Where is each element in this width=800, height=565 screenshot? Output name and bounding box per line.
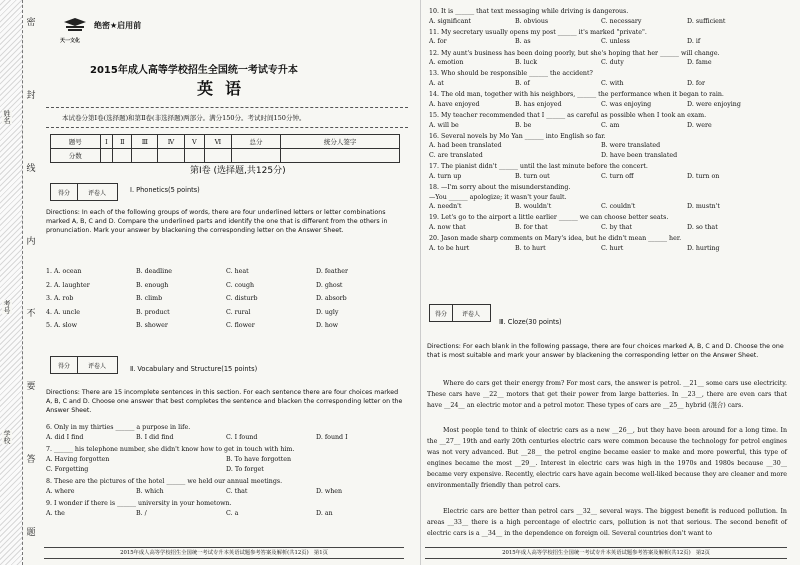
vocab-option-d[interactable]: D. when <box>316 488 343 495</box>
score-header: Ⅱ <box>113 135 132 149</box>
binding-char: 不 <box>26 309 36 320</box>
vocab-question: 12. My aunt's business has been doing poorly, but she's hoping that her ______ will change. <box>429 49 720 57</box>
vocab-question: 16. Several novels by Mo Yan ______ into English so far. <box>429 132 606 140</box>
phonetics-option-c[interactable]: C. disturb <box>226 295 258 302</box>
vocab-option-d[interactable]: D. sufficient <box>687 17 726 25</box>
vocab-option-b[interactable]: B. turn out <box>515 172 550 180</box>
phonetics-option-d[interactable]: D. absorb <box>316 295 347 302</box>
vocab-question: 18. —I'm sorry about the misunderstanding. <box>429 184 571 191</box>
vocab-option-b[interactable]: B. / <box>136 510 147 517</box>
vocab-option-c[interactable]: C. am <box>601 121 620 129</box>
vocab-question: 7. ______ his telephone number, she didn't know how to get in touch with him. <box>46 446 295 453</box>
vocab-option-b[interactable]: B. as <box>515 38 531 46</box>
vocab-option-b[interactable]: B. of <box>515 80 530 87</box>
vocab-option-a[interactable]: A. for <box>429 38 447 46</box>
phonetics-directions: Directions: In each of the following groups of words, there are four underlined letters or letter combinations marked A, B, C and D. Compare the underlined parts and identify the one that is different from the others in pronunciation. Mark your answer by blackening the corresponding letter on the Answer Sheet. <box>46 209 388 234</box>
brand-name: 天一文化 <box>60 38 81 44</box>
vocab-option-d[interactable]: D. if <box>687 38 701 46</box>
vocab-option-d[interactable]: D. have been translated <box>601 152 678 159</box>
vocab-option-a[interactable]: A. where <box>46 488 75 495</box>
grader-score-label: 得分 <box>51 184 78 200</box>
phonetics-option-b[interactable]: B. deadline <box>136 268 172 275</box>
footer-left: 2015年成人高等学校招生全国统一考试专升本英语试题参考答案及解析(共12页) 第1页 <box>44 547 404 559</box>
divider <box>46 107 408 108</box>
binding-label-school: 学校 <box>3 430 11 444</box>
binding-char: 要 <box>26 382 36 393</box>
vocab-question: 10. It is ______ that text messaging while driving is dangerous. <box>429 8 629 15</box>
vocab-option-a[interactable]: A. had been translated <box>429 142 502 150</box>
phonetics-option-c[interactable]: C. rural <box>226 308 251 316</box>
score-cell[interactable] <box>231 149 281 163</box>
vocab-question: 20. Jason made sharp comments on Mary's idea, but he didn't mean ______ her. <box>429 235 682 243</box>
vocab-question: 9. I wonder if there is ______ university in your hometown. <box>46 500 232 507</box>
vocab-option-b[interactable]: B. be <box>515 121 532 129</box>
vocab-option-a[interactable]: A. needn't <box>429 203 462 211</box>
score-cell[interactable] <box>158 149 185 163</box>
vocab-option-a[interactable]: A. now that <box>429 224 466 231</box>
vocab-question: 11. My secretary usually opens my post ______ it's marked "private". <box>429 28 647 36</box>
vocab-question: 17. The pianist didn't ______ until the last minute before the concert. <box>429 163 648 171</box>
cloze-paragraph-2: Most people tend to think of electric cars as a new __26__, but they have been around for a long time. In the __27__ 19th and early 20th centuries electric cars were common because the technology for petrol engines was not very advanced. But __28__ the petrol engine became easier to make and more powerful, this type of engines became the most __29__. Interest in electric cars was high in the 1970s and 1980s because __30__ became very expensive. Recently, electric cars have again become well-liked because they are cleaner and more environmentally friendly than petrol cars. <box>427 427 787 489</box>
vocab-option-a[interactable]: A. at <box>429 80 444 87</box>
phonetics-option-b[interactable]: B. shower <box>136 322 168 329</box>
binding-strip <box>0 0 23 565</box>
cloze-directions: Directions: For each blank in the following passage, there are four choices marked A, B, C and D. Choose the one that is most suitable and mark your answer by blackening the corresponding letter on the Answer Sheet. <box>427 343 784 359</box>
vocab-option-b[interactable]: B. obvious <box>515 17 549 25</box>
binding-char: 内 <box>26 236 36 247</box>
score-cell[interactable] <box>100 149 113 163</box>
divider <box>46 127 408 128</box>
cloze-paragraph-1: Where do cars get their energy from? For most cars, the answer is petrol. __21__ some cars use electricity. These cars have __22__ motors that get their power from large batteries. In __23__, there are even cars that have __24__ an electric motor and a petrol motor. These types of cars are __25__ hybrid (混合) cars. <box>427 380 787 409</box>
subject-title: 英语 <box>197 79 254 98</box>
vocab-question: 19. Let's go to the airport a little earlier ______ we can choose better seats. <box>429 214 669 222</box>
phonetics-option-a[interactable]: 4. A. uncle <box>46 308 80 316</box>
phonetics-heading: Ⅰ. Phonetics(5 points) <box>130 186 200 194</box>
phonetics-option-d[interactable]: D. ghost <box>316 281 343 289</box>
vocab-heading: Ⅱ. Vocabulary and Structure(15 points) <box>130 365 258 373</box>
vocab-directions: Directions: There are 15 incomplete sentences in this section. For each sentence there are four choices marked A, B, C and D. Choose one answer that best completes the sentence and blacken the corresponding letter on the Answer Sheet. <box>46 389 403 414</box>
grader-box <box>50 356 118 374</box>
vocab-question-line2: —You ______ apologize; it wasn't your fault. <box>429 193 567 201</box>
binding-char: 封 <box>26 90 36 101</box>
vocab-option-b[interactable]: B. has enjoyed <box>515 100 562 108</box>
footer-right: 2015年成人高等学校招生全国统一考试专升本英语试题参考答案及解析(共12页) 第2页 <box>425 547 787 559</box>
vocab-option-a[interactable]: A. will be <box>429 121 459 129</box>
vocab-option-a[interactable]: A. emotion <box>429 59 464 67</box>
grader-box <box>429 304 491 322</box>
phonetics-option-a[interactable]: 2. A. laughter <box>46 281 90 289</box>
phonetics-option-b[interactable]: B. product <box>136 308 170 316</box>
vocab-option-c[interactable]: C. couldn't <box>601 203 636 211</box>
vocab-option-d[interactable]: D. hurting <box>687 244 720 252</box>
vocab-option-d[interactable]: D. To forget <box>226 466 264 473</box>
vocab-option-b[interactable]: B. wouldn't <box>515 203 552 211</box>
vocab-option-c[interactable]: C. with <box>601 80 624 87</box>
part1-title: 第Ⅰ卷 (选择题,共125分) <box>190 166 286 176</box>
phonetics-option-b[interactable]: B. climb <box>136 295 163 302</box>
vocab-option-c[interactable]: C. hurt <box>601 244 624 252</box>
vocab-option-a[interactable]: A. have enjoyed <box>429 100 480 108</box>
binding-char: 线 <box>26 163 36 174</box>
vocab-option-d[interactable]: D. an <box>316 510 333 517</box>
binding-char: 答 <box>26 455 36 466</box>
phonetics-option-c[interactable]: C. cough <box>226 281 255 289</box>
vocab-option-d[interactable]: D. for <box>687 80 705 87</box>
score-cell[interactable] <box>184 149 204 163</box>
grader-reviewer-label: 评卷人 <box>87 362 106 370</box>
vocab-option-b[interactable]: B. which <box>136 488 164 495</box>
vocab-question: 15. My teacher recommended that I ______ as careful as possible when I took an exam. <box>429 112 707 119</box>
vocab-option-c[interactable]: C. that <box>226 488 248 495</box>
cloze-paragraph-3: Electric cars are better than petrol cars __32__ several ways. The biggest benefit is reduced pollution. In areas __33__ there is a high percentage of electric cars, pollution is not that serious. The second benefit of electric cars is a __34__ in the dependence on foreign oil. Several countries don't want to <box>427 508 787 537</box>
binding-char: 题 <box>26 527 36 538</box>
phonetics-option-c[interactable]: C. flower <box>226 322 255 329</box>
vocab-option-c[interactable]: C. a <box>226 510 239 517</box>
score-table <box>50 134 400 163</box>
vocab-option-a[interactable]: A. to be hurt <box>429 244 470 252</box>
vocab-option-b[interactable]: B. to hurt <box>515 244 546 252</box>
vocab-option-a[interactable]: A. did I find <box>46 434 84 441</box>
phonetics-option-a[interactable]: 5. A. slow <box>46 322 77 329</box>
vocab-option-c[interactable]: C. unless <box>601 38 630 46</box>
phonetics-option-d[interactable]: D. feather <box>316 268 348 275</box>
brand-logo-icon <box>62 18 88 34</box>
vocab-question: 8. These are the pictures of the hotel ______ we held our annual meetings. <box>46 478 283 485</box>
vocab-option-c[interactable]: C. was enjoying <box>601 100 652 108</box>
score-cell[interactable] <box>113 149 132 163</box>
binding-warning <box>24 18 38 538</box>
vocab-option-c[interactable]: C. duty <box>601 59 624 67</box>
vocab-option-c[interactable]: C. are translated <box>429 152 483 159</box>
vocab-option-c[interactable]: C. Forgetting <box>46 466 89 473</box>
phonetics-option-b[interactable]: B. enough <box>136 281 169 289</box>
exam-title: 2015年成人高等学校招生全国统一考试专升本 <box>90 65 298 76</box>
score-cell[interactable] <box>204 149 231 163</box>
score-header: Ⅴ <box>184 135 204 149</box>
binding-label-exam: 考号 <box>3 300 11 314</box>
vocab-option-b[interactable]: B. I did find <box>136 434 174 441</box>
phonetics-option-a[interactable]: 3. A. rob <box>46 295 74 302</box>
vocab-option-a[interactable]: A. the <box>46 510 65 517</box>
page-left <box>40 0 412 565</box>
score-cell[interactable] <box>281 149 400 163</box>
score-cell[interactable] <box>132 149 158 163</box>
vocab-option-d[interactable]: D. so that <box>687 224 718 231</box>
score-header: Ⅳ <box>158 135 185 149</box>
score-header: 题号 <box>51 135 101 149</box>
page-right <box>420 0 795 565</box>
score-header: Ⅲ <box>132 135 158 149</box>
vocab-option-d[interactable]: D. turn on <box>687 172 720 180</box>
grader-box <box>50 183 118 201</box>
grader-score-label: 得分 <box>430 305 453 321</box>
vocab-option-d[interactable]: D. found I <box>316 434 348 441</box>
vocab-option-b[interactable]: B. To have forgotten <box>226 456 292 463</box>
vocab-option-a[interactable]: A. significant <box>429 17 471 25</box>
phonetics-option-a[interactable]: 1. A. ocean <box>46 268 82 275</box>
vocab-question: 6. Only in my thirties ______ a purpose in life. <box>46 424 191 431</box>
vocab-option-d[interactable]: D. fame <box>687 59 712 67</box>
score-row-label: 分数 <box>51 149 101 163</box>
grader-score-label: 得分 <box>51 357 78 373</box>
vocab-option-b[interactable]: B. were translated <box>601 142 661 150</box>
vocab-question: 14. The old man, together with his neighbors, ______ the performance when it began to rain. <box>429 91 724 99</box>
binding-label-name: 姓名 <box>3 110 11 124</box>
vocab-option-b[interactable]: B. for that <box>515 224 548 231</box>
grader-reviewer-label: 评卷人 <box>87 189 106 197</box>
vocab-option-d[interactable]: D. were <box>687 121 712 129</box>
score-header: 统分人签字 <box>281 135 400 149</box>
vocab-option-c[interactable]: C. by that <box>601 224 633 231</box>
vocab-option-d[interactable]: D. mustn't <box>687 203 720 211</box>
phonetics-option-c[interactable]: C. heat <box>226 268 249 275</box>
score-header: 总分 <box>231 135 281 149</box>
vocab-option-a[interactable]: A. Having forgotten <box>46 456 110 463</box>
score-header: Ⅵ <box>204 135 231 149</box>
cloze-heading: Ⅲ. Cloze(30 points) <box>499 318 562 326</box>
vocab-option-b[interactable]: B. luck <box>515 59 538 67</box>
vocab-question: 13. Who should be responsible ______ the accident? <box>429 70 593 78</box>
vocab-option-a[interactable]: A. turn up <box>429 172 462 180</box>
phonetics-option-d[interactable]: D. how <box>316 322 339 329</box>
exam-instructions: 本试卷分第Ⅰ卷(选择题)和第Ⅱ卷(非选择题)两部分。满分150分。考试时间150分钟。 <box>62 114 306 122</box>
vocab-option-c[interactable]: C. necessary <box>601 17 642 25</box>
vocab-option-c[interactable]: C. I found <box>226 434 258 441</box>
binding-char: 密 <box>26 18 36 28</box>
vocab-option-d[interactable]: D. were enjoying <box>687 100 741 108</box>
score-header: Ⅰ <box>100 135 113 149</box>
vocab-option-c[interactable]: C. turn off <box>601 172 634 180</box>
secret-label: 绝密★启用前 <box>94 21 142 30</box>
phonetics-option-d[interactable]: D. ugly <box>316 308 339 316</box>
grader-reviewer-label: 评卷人 <box>461 310 480 318</box>
